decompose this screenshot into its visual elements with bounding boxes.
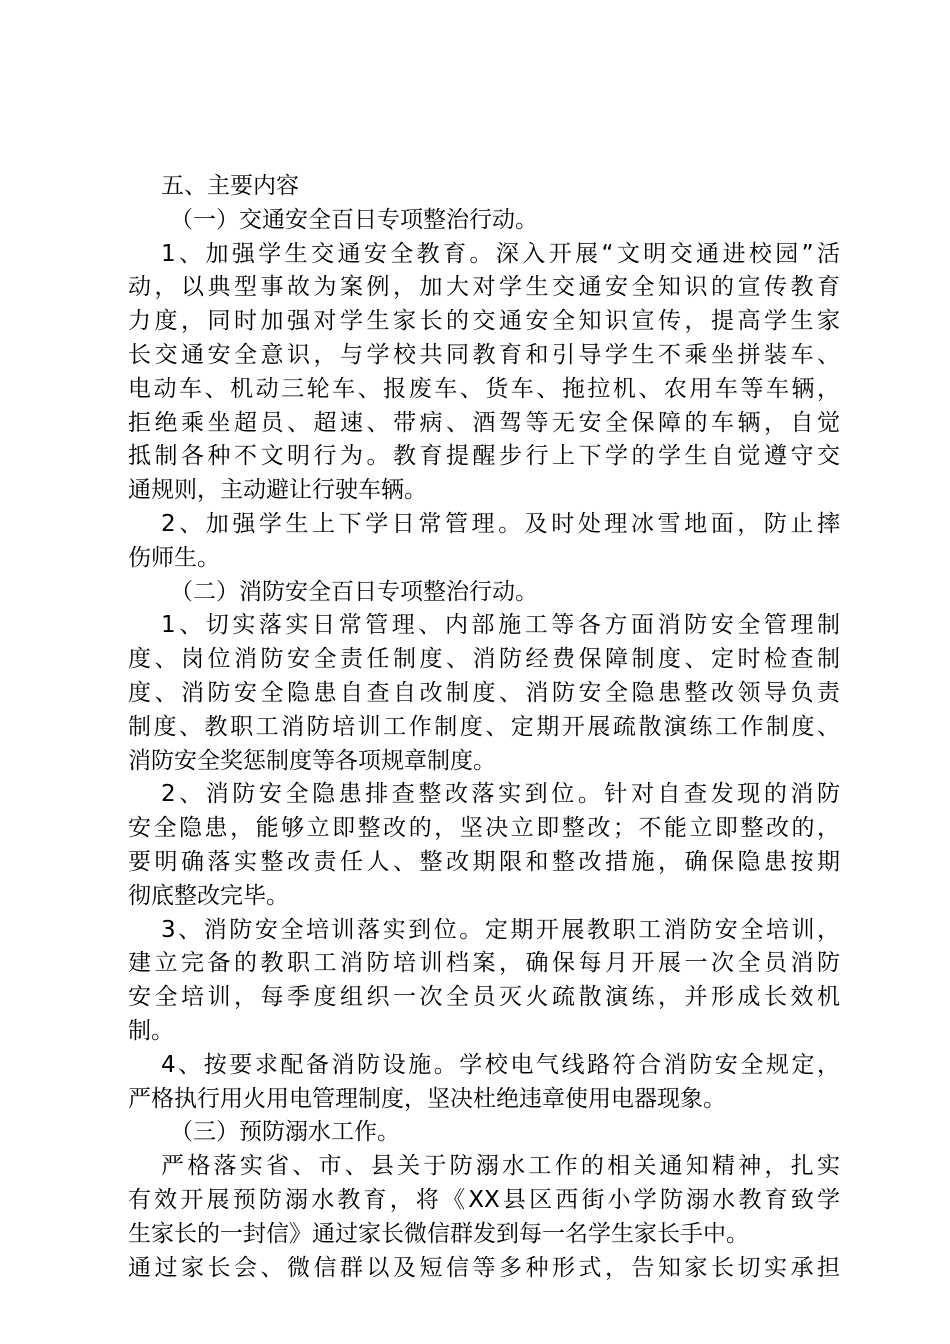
paragraph-line: 通过家长会、微信群以及短信等多种形式，告知家长切实承担 <box>128 1254 840 1281</box>
section-heading: 五、主要内容 <box>161 173 299 199</box>
subsection-heading-traffic: （一）交通安全百日专项整治行动。 <box>170 206 538 233</box>
paragraph-line: 要明确落实整改责任人、整改期限和整改措施，确保隐患按期 <box>128 848 840 875</box>
paragraph-line: 1、切实落实日常管理、内部施工等各方面消防安全管理制 <box>161 612 840 639</box>
paragraph-line: 制。 <box>128 1017 174 1044</box>
paragraph-line: 严格落实省、市、县关于防溺水工作的相关通知精神，扎实 <box>161 1153 840 1180</box>
paragraph-line: 拒绝乘坐超员、超速、带病、酒驾等无安全保障的车辆，自觉 <box>128 409 840 436</box>
paragraph-line: 2、加强学生上下学日常管理。及时处理冰雪地面，防止摔 <box>161 510 840 537</box>
paragraph-line: 制度、教职工消防培训工作制度、定期开展疏散演练工作制度、 <box>128 713 840 740</box>
paragraph-line: 度、岗位消防安全责任制度、消防经费保障制度、定时检查制 <box>128 646 840 673</box>
paragraph-line: 彻底整改完毕。 <box>128 882 289 909</box>
subsection-heading-fire: （二）消防安全百日专项整治行动。 <box>170 578 538 605</box>
paragraph-line: 3、消防安全培训落实到位。定期开展教职工消防安全培训， <box>161 916 840 943</box>
paragraph-line: 4、按要求配备消防设施。学校电气线路符合消防安全规定， <box>161 1051 840 1078</box>
paragraph-line: 电动车、机动三轮车、报废车、货车、拖拉机、农用车等车辆， <box>128 375 840 402</box>
subsection-heading-drowning: （三）预防溺水工作。 <box>170 1119 400 1146</box>
document-body <box>128 170 840 1285</box>
paragraph-line: 长交通安全意识，与学校共同教育和引导学生不乘坐拼装车、 <box>128 341 840 368</box>
paragraph-line: 2、消防安全隐患排查整改落实到位。针对自查发现的消防 <box>161 781 840 808</box>
paragraph-line: 度、消防安全隐患自查自改制度、消防安全隐患整改领导负责 <box>128 679 840 706</box>
paragraph-line: 通规则，主动避让行驶车辆。 <box>128 477 427 504</box>
paragraph-line: 伤师生。 <box>128 544 220 571</box>
paragraph-line: 建立完备的教职工消防培训档案，确保每月开展一次全员消防 <box>128 950 840 977</box>
paragraph-line: 抵制各种不文明行为。教育提醒步行上下学的学生自觉遵守交 <box>128 443 840 470</box>
paragraph-line: 安全隐患，能够立即整改的，坚决立即整改；不能立即整改的， <box>128 815 840 842</box>
paragraph-line: 动，以典型事故为案例，加大对学生交通安全知识的宣传教育 <box>128 274 840 301</box>
paragraph-line: 力度，同时加强对学生家长的交通安全知识宣传，提高学生家 <box>128 308 840 335</box>
paragraph-line: 消防安全奖惩制度等各项规章制度。 <box>128 747 496 774</box>
paragraph-line: 安全培训，每季度组织一次全员灭火疏散演练，并形成长效机 <box>128 984 840 1011</box>
paragraph-line: 1、加强学生交通安全教育。深入开展“文明交通进校园”活 <box>161 240 840 267</box>
paragraph-line: 生家长的一封信》通过家长微信群发到每一名学生家长手中。 <box>128 1220 749 1247</box>
paragraph-line: 严格执行用火用电管理制度，坚决杜绝违章使用电器现象。 <box>128 1085 726 1112</box>
paragraph-line: 有效开展预防溺水教育，将《XX县区西街小学防溺水教育致学 <box>128 1186 840 1213</box>
